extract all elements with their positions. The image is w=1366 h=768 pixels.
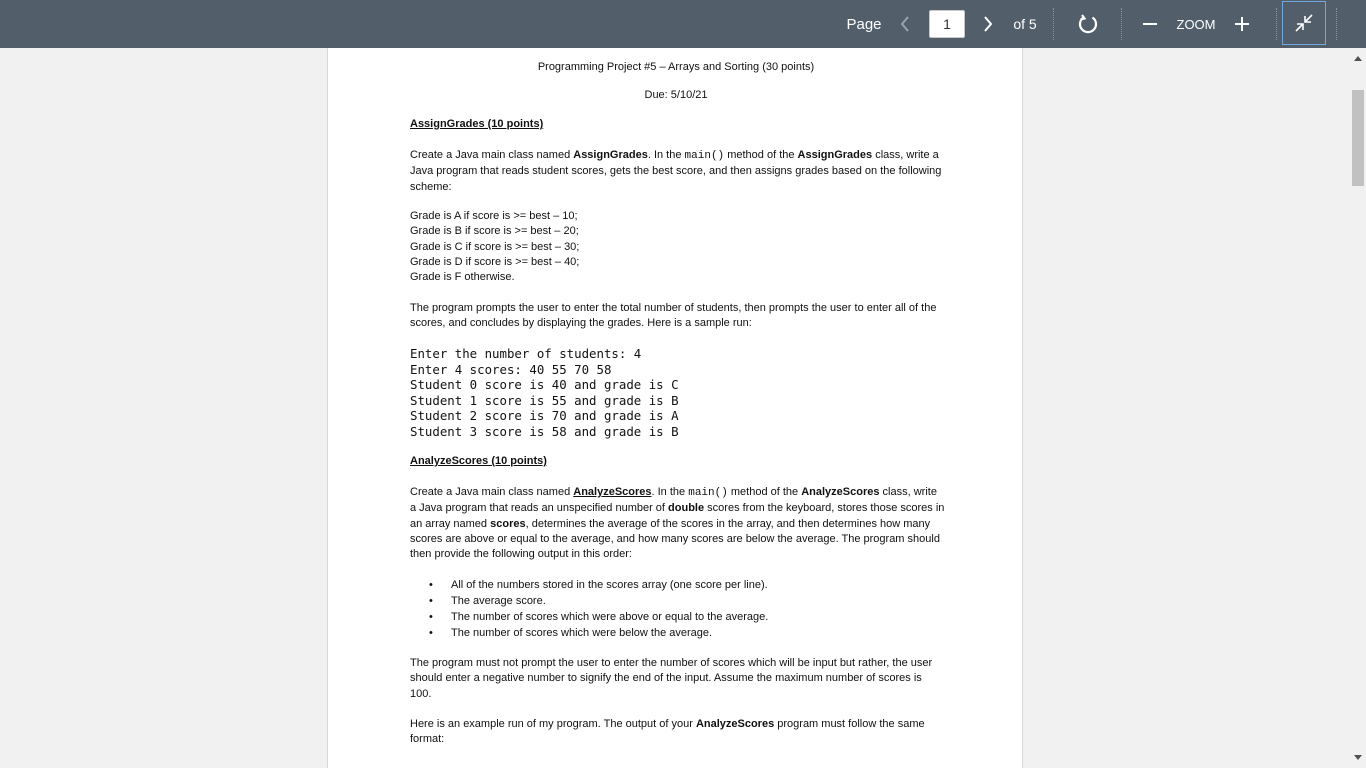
text: Create a Java main class named [410,486,574,498]
list-item: • The number of scores which were above or equal to the average. [410,609,940,625]
list-item: • The average score. [410,593,940,609]
class-name: AssignGrades [797,149,873,161]
scrollbar-thumb[interactable] [1352,90,1364,186]
section-heading-assigngrades [410,117,543,132]
assigngrades-intro [410,148,945,195]
rotate-icon [1077,13,1099,35]
output-requirements-list [410,577,940,641]
negative-input-text: The program must not prompt the user to enter the number of scores which will be input but rather, the user should enter a negative number to signify the end of the input. Assume the maximum number of scores is 100. [410,657,933,700]
text: program must follow the same format: [410,718,925,746]
zoom-in-button[interactable] [1228,0,1256,48]
text: , determines the average of the scores in the array, and then determines how many scores are above or equal to the average, and how many scores are below the average. The program should then provide the following output in this order: [410,517,940,561]
sample-run-line: Student 3 score is 58 and grade is B [410,424,679,439]
heading-text: AnalyzeScores (10 points) [410,455,547,467]
plus-icon [1234,16,1250,32]
triangle-up-icon [1354,55,1362,61]
method-name: main() [688,487,728,499]
list-item: • All of the numbers stored in the scores array (one score per line). [410,577,940,593]
text: class, write a Java program that reads student scores, gets the best score, and then assigns grades based on the following scheme: [410,149,942,193]
class-name: AnalyzeScores [695,718,775,730]
minus-icon [1142,16,1158,32]
pdf-toolbar [0,0,1366,48]
scheme-line: Grade is D if score is >= best – 40; [410,256,580,268]
text: method of the [724,149,798,161]
collapse-icon [1294,13,1314,33]
text: . In the [651,486,689,498]
toolbar-divider [1053,8,1054,40]
text: . In the [647,149,685,161]
chevron-right-icon [982,15,994,33]
vertical-scrollbar[interactable] [1350,48,1366,768]
exit-fullscreen-button[interactable] [1282,1,1326,45]
section-heading-analyzescores [410,454,547,469]
rotate-button[interactable] [1072,0,1104,48]
text: class, write a Java program that reads an unspecified number of [410,486,937,515]
text: Create a Java main class named [410,149,574,161]
analyzescores-intro [410,485,945,562]
scheme-line: Grade is B if score is >= best – 20; [410,225,579,237]
heading-text: AssignGrades (10 points) [410,118,544,130]
text: scores from the keyboard, stores those scores in an array named [410,502,945,530]
class-name: AnalyzeScores [801,486,880,498]
text: method of the [727,486,802,498]
pdf-page [327,48,1023,768]
keyword-double: double [668,502,705,515]
total-pages-label: of 5 [1013,16,1037,32]
due-date: Due: 5/10/21 [644,89,708,101]
class-name: AnalyzeScores [573,486,652,498]
sample-run-line: Enter the number of students: 4 [410,346,642,361]
toolbar-divider [1121,8,1122,40]
method-name: main() [684,150,725,162]
sample-run-line: Student 0 score is 40 and grade is C [410,377,679,392]
scroll-up-button[interactable] [1350,52,1366,64]
keyword-scores: scores [490,517,526,530]
sample-run-line: Student 2 score is 70 and grade is A [410,408,679,423]
zoom-out-button[interactable] [1138,0,1162,48]
triangle-down-icon [1354,755,1362,761]
scheme-line: Grade is C if score is >= best – 30; [410,241,580,253]
zoom-label: ZOOM [1176,16,1216,32]
toolbar-divider [1276,8,1277,40]
sample-run-line: Student 1 score is 55 and grade is B [410,393,679,408]
scheme-line: Grade is F otherwise. [410,271,515,283]
page-label: Page [846,15,882,33]
document-viewport[interactable] [0,48,1350,768]
sample-run-line: Enter 4 scores: 40 55 70 58 [410,362,612,377]
scheme-line: Grade is A if score is >= best – 10; [410,210,578,222]
page-number-input[interactable] [929,10,965,38]
chevron-left-icon [899,15,911,33]
previous-page-button[interactable] [893,0,917,48]
example-run-text [410,717,945,748]
assigngrades-prompt-text: The program prompts the user to enter the total number of students, then prompts the user to enter all of the scores, and concludes by displaying the grades. Here is a sample run: [410,302,937,330]
text: Here is an example run of my program. The output of your [410,718,696,730]
class-name: AssignGrades [573,149,648,161]
scroll-down-button[interactable] [1350,752,1366,764]
toolbar-divider [1336,8,1337,40]
list-item: • The number of scores which were below the average. [410,625,940,641]
next-page-button[interactable] [976,0,1000,48]
document-title: Programming Project #5 – Arrays and Sorting (30 points) [537,61,815,73]
